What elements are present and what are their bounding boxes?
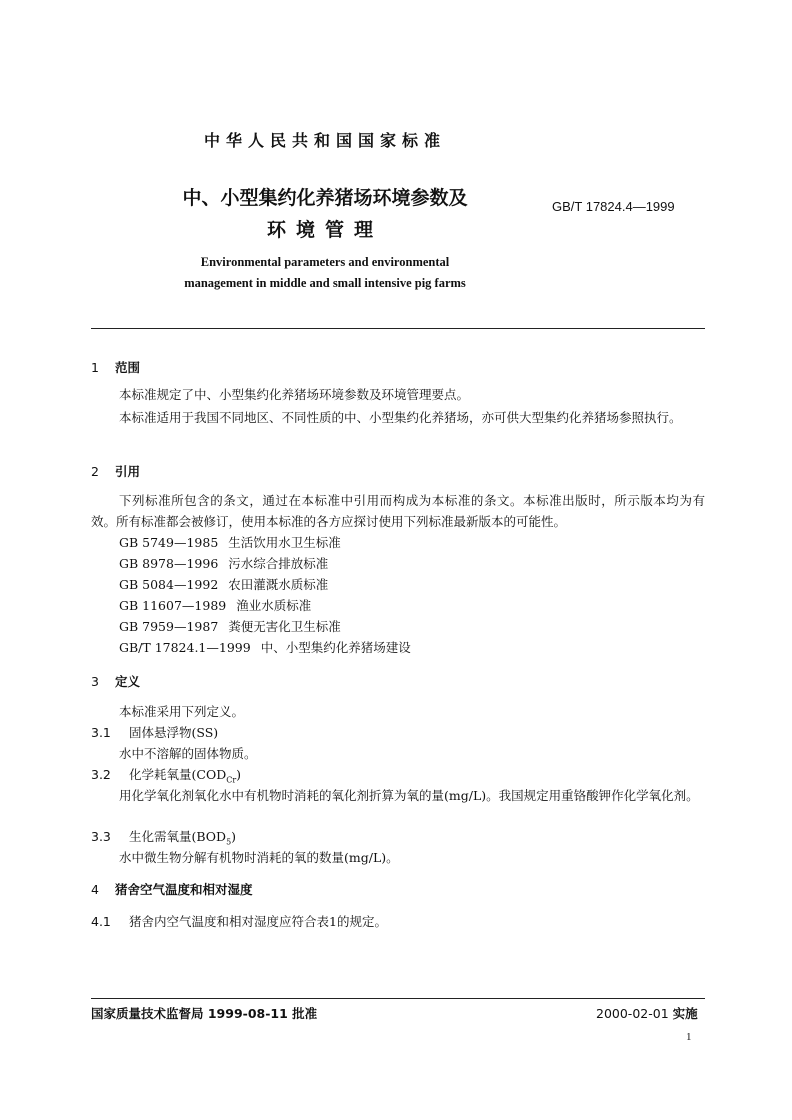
section-title: 范围	[115, 360, 141, 375]
reference-title: 污水综合排放标准	[228, 556, 329, 571]
reference-code: GB 5749—1985	[119, 535, 219, 550]
term-subscript: Cr	[226, 775, 237, 785]
section-3-intro: 本标准采用下列定义。	[119, 704, 245, 719]
section-number: 1	[91, 360, 99, 375]
document-title-line2: 环境管理	[266, 219, 383, 241]
clause-4-1	[91, 912, 387, 930]
national-standard-heading: 中华人民共和国国家标准	[203, 131, 446, 150]
reference-title: 生活饮用水卫生标准	[228, 535, 341, 550]
reference-code: GB 5084—1992	[119, 577, 219, 592]
reference-title: 渔业水质标准	[236, 598, 312, 613]
term: 固体悬浮物(SS)	[129, 725, 219, 740]
definition-3-3-term	[91, 827, 236, 847]
section-3-heading	[91, 672, 140, 690]
section-2-paragraph: 下列标准所包含的条文，通过在本标准中引用而构成为本标准的条文。本标准出版时，所示版本均为有效。所有标准都会被修订，使用本标准的各方应探讨使用下列标准最新版本的可能性。	[91, 493, 705, 529]
section-title: 定义	[115, 674, 141, 689]
reference-code: GB 7959—1987	[119, 619, 219, 634]
definition-3-3-text: 水中微生物分解有机物时消耗的氧的数量(mg/L)。	[119, 850, 399, 865]
section-title: 猪舍空气温度和相对湿度	[115, 882, 253, 897]
clause-number: 3.2	[91, 767, 111, 782]
footer-divider	[91, 998, 705, 999]
reference-code: GB/T 17824.1—1999	[119, 640, 251, 655]
reference-item	[119, 595, 411, 616]
clause-text: 猪舍内空气温度和相对湿度应符合表1的规定。	[129, 914, 387, 929]
section-number: 2	[91, 464, 99, 479]
approval-line: 国家质量技术监督局 1999-08-11 批准	[91, 1006, 318, 1021]
standard-number: GB/T 17824.4—1999	[552, 199, 675, 214]
implementation-date: 2000-02-01	[596, 1006, 669, 1021]
normative-references-list	[119, 532, 411, 658]
reference-item	[119, 637, 411, 658]
section-2-heading	[91, 462, 140, 480]
reference-item	[119, 553, 411, 574]
term-close: )	[236, 767, 242, 782]
reference-item	[119, 532, 411, 553]
implementation-label: 实施	[672, 1006, 698, 1021]
section-1-paragraph-1: 本标准规定了中、小型集约化养猪场环境参数及环境管理要点。	[119, 387, 470, 402]
implementation-line	[596, 1004, 698, 1022]
header-divider	[91, 328, 705, 329]
page-number: 1	[686, 1031, 692, 1043]
reference-code: GB 11607—1989	[119, 598, 227, 613]
english-title-line2: management in middle and small intensive pig farms	[184, 276, 466, 290]
reference-title: 粪便无害化卫生标准	[228, 619, 341, 634]
definition-3-2-text: 用化学氧化剂氧化水中有机物时消耗的氧化剂折算为氧的量(mg/L)。我国规定用重铬酸钾作化学氧化剂。	[119, 788, 699, 803]
section-1-heading	[91, 358, 140, 376]
term-subscript: 5	[226, 837, 232, 847]
definition-3-2-term	[91, 765, 241, 785]
clause-number: 3.3	[91, 829, 111, 844]
term-close: )	[231, 829, 237, 844]
section-title: 引用	[115, 464, 141, 479]
english-title-line1: Environmental parameters and environmental	[200, 255, 450, 269]
section-number: 3	[91, 674, 99, 689]
clause-number: 4.1	[91, 914, 111, 929]
definition-3-1-text: 水中不溶解的固体物质。	[119, 746, 257, 761]
clause-number: 3.1	[91, 725, 111, 740]
reference-item	[119, 616, 411, 637]
section-4-heading	[91, 880, 253, 898]
document-title-line1: 中、小型集约化养猪场环境参数及	[182, 187, 468, 209]
section-1-paragraph-2: 本标准适用于我国不同地区、不同性质的中、小型集约化养猪场，亦可供大型集约化养猪场参照执行。	[119, 410, 682, 425]
definition-3-1-term	[91, 723, 218, 741]
section-number: 4	[91, 882, 99, 897]
term: 化学耗氧量(COD	[129, 767, 227, 782]
term: 生化需氧量(BOD	[129, 829, 227, 844]
reference-title: 农田灌溉水质标准	[228, 577, 329, 592]
reference-item	[119, 574, 411, 595]
reference-code: GB 8978—1996	[119, 556, 219, 571]
reference-title: 中、小型集约化养猪场建设	[260, 640, 411, 655]
